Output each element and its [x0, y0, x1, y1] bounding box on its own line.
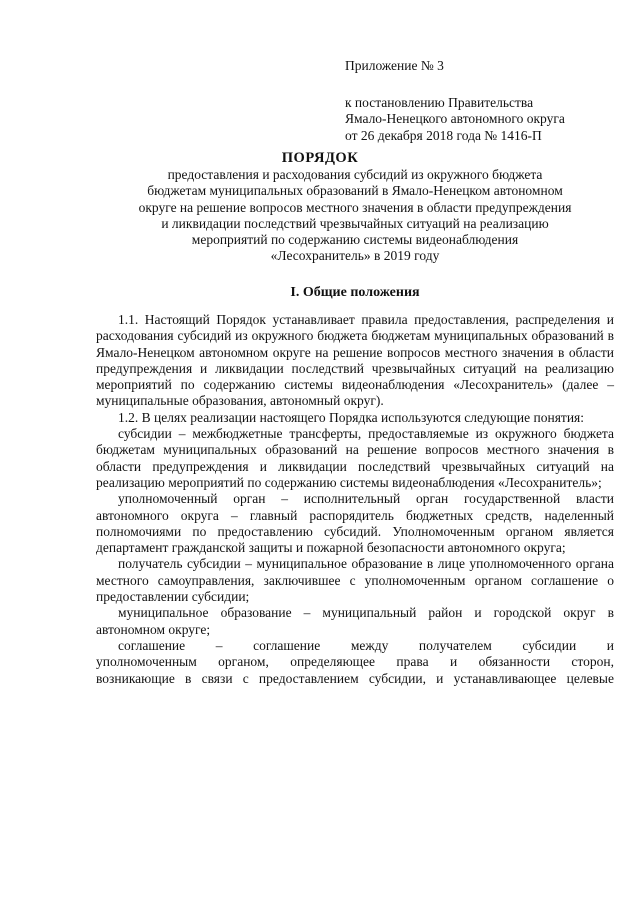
section-heading: I. Общие положения [290, 285, 420, 300]
paragraph: муниципальное образование – муниципальный район и городской округ в автономном округе; [96, 605, 614, 637]
attachment-line: к постановлению Правительства [345, 94, 534, 110]
paragraph-line: возникающие в связи с предоставлением субсидии, и устанавливающее целевые [96, 670, 614, 686]
subtitle-line: предоставления и расходования субсидий из окружного бюджета [167, 167, 543, 182]
attachment-line: Ямало-Ненецкого автономного округа [345, 111, 565, 126]
subtitle-line: «Лесохранитель» в 2019 году [270, 248, 440, 264]
subtitle-line: мероприятий по содержанию системы видеонаблюдения [191, 232, 519, 248]
attachment-block [345, 58, 615, 144]
attachment-title: Приложение № 3 [345, 58, 444, 73]
paragraph: 1.1. Настоящий Порядок устанавливает правила предоставления, распределения и расходования субсидий из окружного бюджета бюджетам муниципальных образований в Ямало-Ненецком автономном округе на решение вопросов местного значения в области предупреждения и ликвидации последствий чрезвычайных ситуаций на реализацию мероприятий по содержанию системы видеонаблюдения «Лесохранитель» (далее – муниципальные образования, автономный округ). [96, 312, 614, 409]
subtitle-line: округе на решение вопросов местного значения в области предупреждения [138, 199, 572, 215]
subtitle-line: и ликвидации последствий чрезвычайных ситуаций на реализацию [161, 215, 549, 231]
paragraph: субсидии – межбюджетные трансферты, предоставляемые из окружного бюджета бюджетам муниципальных образований на решение вопросов местного значения в области предупреждения и ликвидации последствий чрезвычайных ситуаций на реализацию мероприятий по содержанию системы видеонаблюдения «Лесохранитель»; [96, 426, 614, 490]
paragraph: получатель субсидии – муниципальное образование в лице уполномоченного органа местного самоуправления, заключившее с уполномоченным органом соглашение о предоставлении субсидии; [96, 556, 614, 605]
paragraph-line: соглашение – соглашение между получателем субсидии и [118, 637, 614, 653]
document-title: ПОРЯДОК [281, 150, 359, 166]
document-subtitle [95, 167, 615, 265]
paragraph: уполномоченный орган – исполнительный орган государственной власти автономного округа – главный распорядитель бюджетных средств, наделенный полномочиями по предоставлению субсидий. Уполномоченным органом является департамент гражданской защиты и пожарной безопасности автономного округа; [96, 491, 614, 556]
paragraph: 1.2. В целях реализации настоящего Порядка используются следующие понятия: [118, 409, 585, 425]
attachment-line: от 26 декабря 2018 года № 1416-П [345, 127, 542, 143]
section-body [96, 312, 614, 687]
paragraph-line: уполномоченным органом, определяющее права и обязанности сторон, [96, 654, 614, 670]
subtitle-line: бюджетам муниципальных образований в Ямало-Ненецком автономном [147, 183, 563, 199]
